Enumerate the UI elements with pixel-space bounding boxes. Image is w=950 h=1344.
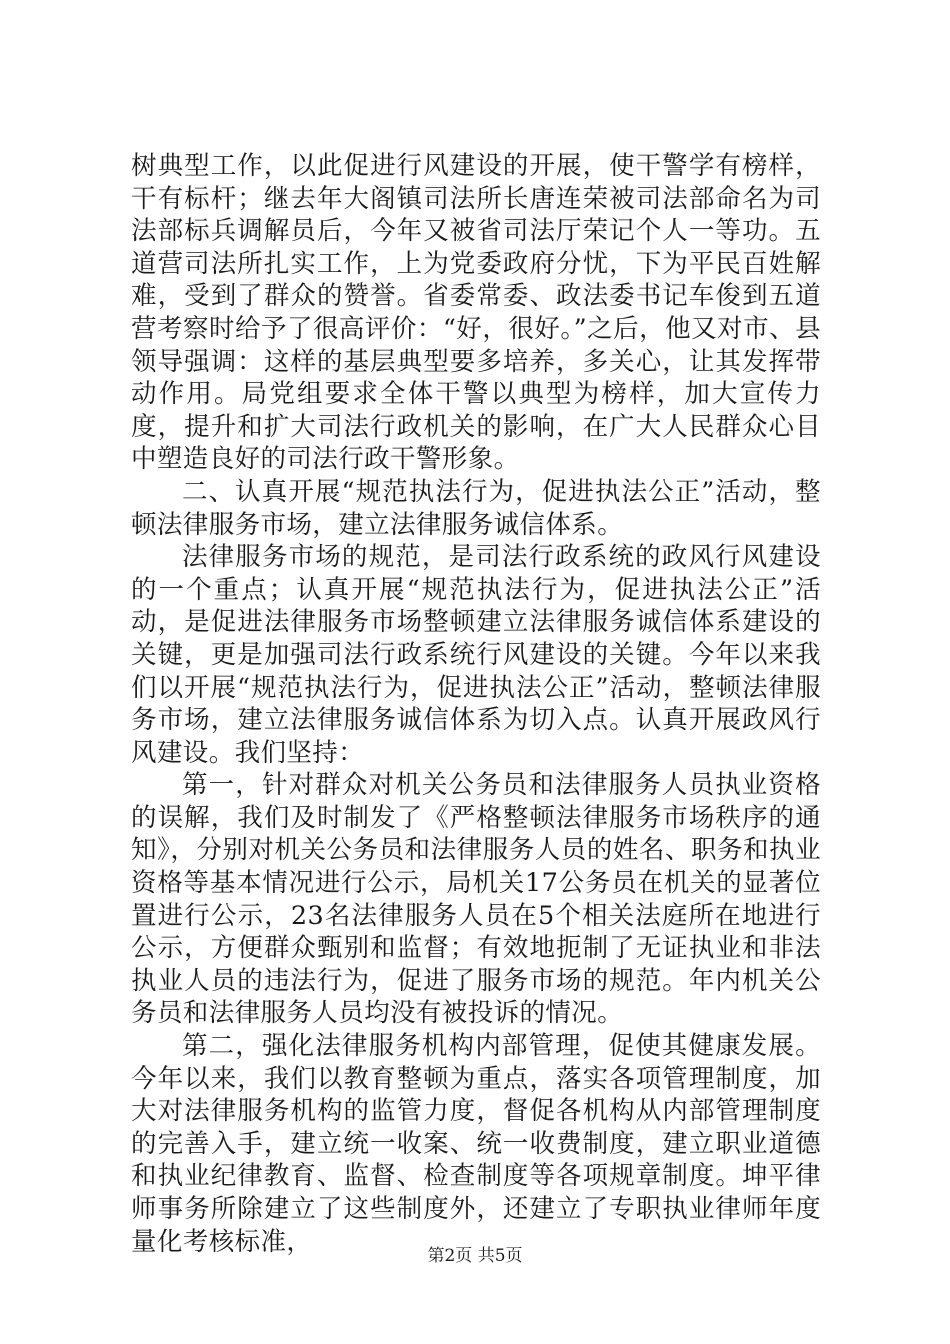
paragraph-point-two: 第二，强化法律服务机构内部管理，促使其健康发展。今年以来，我们以教育整顿为重点，落实各项管理制度，加大对法律服务机构的监管力度，督促各机构从内部管理制度的完善入手，建立统一收案、统一收费制度，建立职业道德和执业纪律教育、监督、检查制度等各项规章制度。坤平律师事务所除建立了这些制度外，还建立了专职执业律师年度量化考核标准，: [131, 1031, 821, 1257]
paragraph-point-one: 第一，针对群众对机关公务员和法律服务人员执业资格的误解，我们及时制发了《严格整顿法律服务市场秩序的通知》，分别对机关公务员和法律服务人员的姓名、职务和执业资格等基本情况进行公示，局机关17公务员在机关的显著位置进行公示，23名法律服务人员在5个相关法庭所在地进行公示，方便群众甄别和监督；有效地扼制了无证执业和非法执业人员的违法行为，促进了服务市场的规范。年内机关公务员和法律服务人员均没有被投诉的情况。: [131, 770, 821, 1029]
page-number-footer: 第2页 共5页: [427, 1246, 523, 1266]
section-heading-two: 二、认真开展“规范执法行为，促进执法公正”活动，整顿法律服务市场，建立法律服务诚信体系。: [131, 476, 821, 540]
paragraph-legal-market: 法律服务市场的规范，是司法行政系统的政风行风建设的一个重点；认真开展“规范执法行为，促进执法公正”活动，是促进法律服务市场整顿建立法律服务诚信体系建设的关键，更是加强司法行政系统行风建设的关键。今年以来我们以开展“规范执法行为，促进执法公正”活动，整顿法律服务市场，建立法律服务诚信体系为切入点。认真开展政风行风建设。我们坚持：: [131, 542, 821, 768]
paragraph-continuation: 树典型工作，以此促进行风建设的开展，使干警学有榜样，干有标杆；继去年大阁镇司法所长唐连荣被司法部命名为司法部标兵调解员后，今年又被省司法厅荣记个人一等功。五道营司法所扎实工作，上为党委政府分忧，下为平民百姓解难，受到了群众的赞誉。省委常委、政法委书记车俊到五道营考察时给予了很高评价：“好，很好。”之后，他又对市、县领导强调：这样的基层典型要多培养，多关心，让其发挥带动作用。局党组要求全体干警以典型为榜样，加大宣传力度，提升和扩大司法行政机关的影响，在广大人民群众心目中塑造良好的司法行政干警形象。: [131, 151, 821, 475]
document-body: [131, 150, 821, 1258]
